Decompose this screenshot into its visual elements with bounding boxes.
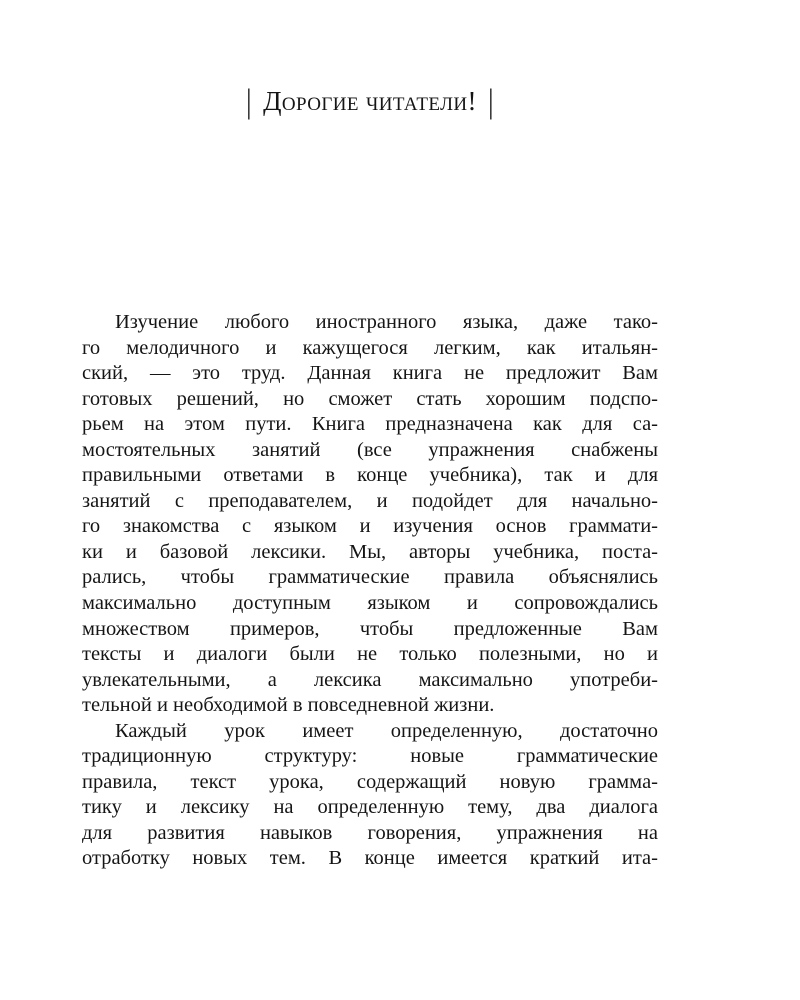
text-line: для развития навыков говорения, упражнения на — [82, 821, 658, 844]
text-line: рьем на этом пути. Книга предназначена как для са- — [82, 413, 658, 436]
text-line: ки и базовой лексики. Мы, авторы учебника, поста- — [82, 540, 658, 563]
text-line: традиционную структуру: новые грамматические — [82, 745, 658, 768]
heading-title: Дорогие читатели! — [263, 86, 477, 116]
text-line: го мелодичного и кажущегося легким, как итальян- — [82, 336, 658, 359]
text-line: максимально доступным языком и сопровождались — [82, 592, 658, 615]
text-line: занятий с преподавателем, и подойдет для начально- — [82, 489, 658, 512]
heading-right-bar: | — [488, 82, 494, 120]
text-line: правила, текст урока, содержащий новую граммa- — [82, 770, 658, 793]
text-line: тику и лексику на определенную тему, два диалога — [82, 796, 658, 819]
text-line: тексты и диалоги были не только полезными, но и — [82, 643, 658, 666]
paragraph-1 — [82, 310, 658, 719]
text-line: Изучение любого иностранного языка, даже тако- — [115, 311, 658, 333]
paragraph-2 — [82, 719, 658, 872]
text-line: мостоятельных занятий (все упражнения снабжены — [82, 438, 658, 461]
body-text — [82, 310, 658, 872]
text-line: Каждый урок имеет определенную, достаточно — [115, 719, 658, 742]
text-line: отработку новых тем. В конце имеется краткий ита- — [82, 847, 658, 870]
text-line: увлекательными, а лексика максимально употреби- — [82, 668, 658, 691]
heading-left-bar: | — [246, 82, 252, 120]
text-line: го знакомства с языком и изучения основ граммати- — [82, 515, 658, 538]
text-line: множеством примеров, чтобы предложенные Вам — [82, 617, 658, 640]
text-line: рались, чтобы грамматические правила объяснялись — [82, 566, 658, 589]
text-line: готовых решений, но сможет стать хорошим подспо- — [82, 387, 658, 410]
text-line: тельной и необходимой в повседневной жизни. — [82, 694, 495, 717]
page-heading — [0, 84, 740, 118]
text-line: правильными ответами в конце учебника), так и для — [82, 464, 658, 487]
text-line: ский, — это труд. Данная книга не предложит Вам — [82, 362, 658, 385]
